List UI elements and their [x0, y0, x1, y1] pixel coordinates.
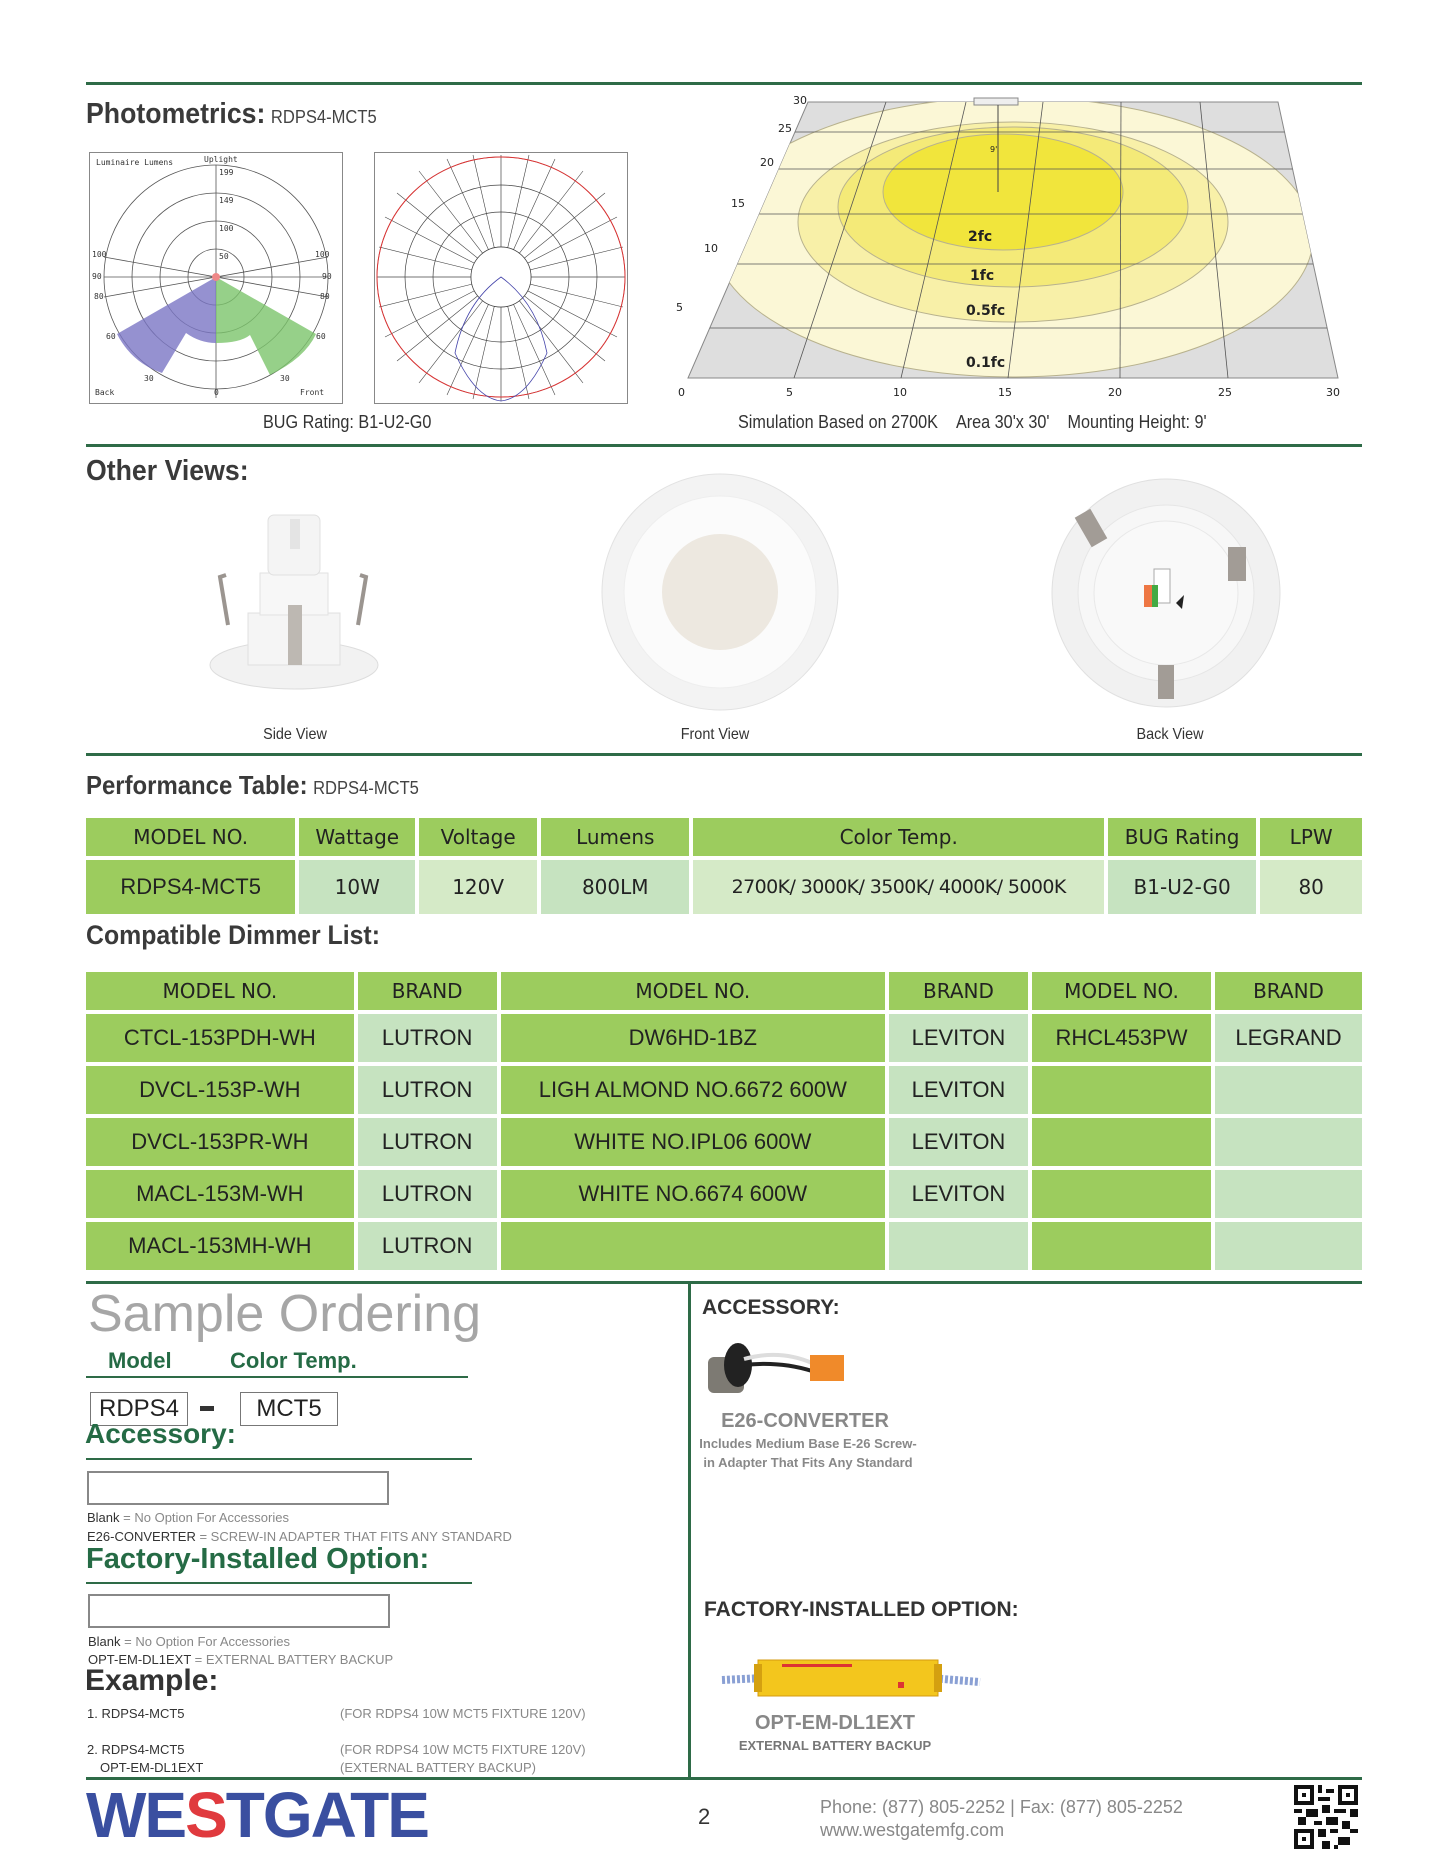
performance-header-row — [86, 818, 1362, 856]
dimmer-col-model-3: MODEL NO. — [1032, 972, 1211, 1010]
svg-text:10: 10 — [893, 386, 907, 399]
svg-text:20: 20 — [760, 156, 774, 169]
svg-text:0.5fc: 0.5fc — [966, 303, 1006, 319]
dimmer-cell: MACL-153M-WH — [86, 1170, 354, 1218]
dimmer-cell: LUTRON — [358, 1014, 497, 1062]
dimmer-cell: RHCL453PW — [1032, 1014, 1211, 1062]
performance-data-row — [86, 860, 1362, 914]
dimmer-cell: LUTRON — [358, 1170, 497, 1218]
svg-text:0.1fc: 0.1fc — [966, 355, 1006, 371]
performance-table — [82, 814, 1366, 918]
svg-text:0: 0 — [678, 386, 685, 399]
dimmer-col-model-1: MODEL NO. — [86, 972, 354, 1010]
color-code-box: MCT5 — [240, 1392, 338, 1426]
dimmer-cell: CTCL-153PDH-WH — [86, 1014, 354, 1062]
isofootcandle-graphic — [668, 92, 1348, 402]
accessory-heading: Accessory: — [85, 1418, 236, 1449]
performance-title: Performance Table: — [86, 770, 308, 800]
simulation-caption — [738, 412, 1207, 433]
svg-text:30: 30 — [280, 374, 290, 383]
svg-text:25: 25 — [778, 122, 792, 135]
dimmer-cell: LEVITON — [889, 1014, 1028, 1062]
cell-wattage: 10W — [299, 860, 415, 914]
col-color-temp: Color Temp. — [693, 818, 1104, 856]
dimmer-cell: LEVITON — [889, 1066, 1028, 1114]
col-lpw: LPW — [1260, 818, 1362, 856]
dimmer-cell — [1032, 1222, 1211, 1270]
dash-separator — [200, 1406, 214, 1411]
dimmer-cell: LEVITON — [889, 1170, 1028, 1218]
cell-lpw: 80 — [1260, 860, 1362, 914]
svg-text:100: 100 — [315, 250, 330, 259]
isofootcandle-chart — [668, 92, 1348, 402]
svg-text:15: 15 — [731, 197, 745, 210]
svg-text:Luminaire Lumens: Luminaire Lumens — [96, 158, 174, 167]
dimmer-cell: MACL-153MH-WH — [86, 1222, 354, 1270]
bug-rating-caption: BUG Rating: B1-U2-G0 — [263, 412, 432, 432]
svg-text:Uplight: Uplight — [204, 155, 238, 164]
back-view-label: Back View — [1136, 726, 1204, 743]
example-heading: Example: — [85, 1664, 219, 1697]
dimmer-cell: DW6HD-1BZ — [501, 1014, 885, 1062]
performance-heading — [86, 770, 419, 801]
dimmer-cell — [1215, 1170, 1362, 1218]
side-view-image — [190, 505, 400, 695]
example-2-code: 2. RDPS4-MCT5 — [87, 1742, 185, 1757]
example-1-desc: (FOR RDPS4 10W MCT5 FIXTURE 120V) — [340, 1706, 586, 1721]
page-number: 2 — [698, 1804, 711, 1829]
example-2-option-code: OPT-EM-DL1EXT — [100, 1760, 204, 1775]
underline — [86, 1458, 472, 1460]
svg-text:5: 5 — [676, 301, 683, 314]
svg-text:100: 100 — [92, 250, 107, 259]
dimmer-cell — [1215, 1066, 1362, 1114]
factory-option-name: OPT-EM-DL1EXT — [754, 1712, 915, 1734]
col-bug-rating: BUG Rating — [1108, 818, 1256, 856]
factory-panel-title: FACTORY-INSTALLED OPTION: — [704, 1598, 1019, 1621]
other-views-heading: Other Views: — [86, 455, 249, 487]
svg-text:30: 30 — [1326, 386, 1340, 399]
svg-text:15: 15 — [998, 386, 1012, 399]
dimmer-cell — [889, 1222, 1028, 1270]
cell-model: RDPS4-MCT5 — [86, 860, 295, 914]
svg-text:9': 9' — [990, 145, 998, 154]
website-link[interactable]: www.westgatemfg.com — [820, 1820, 1005, 1840]
section-rule — [86, 753, 1362, 756]
svg-text:25: 25 — [1218, 386, 1232, 399]
dimmer-header-row — [86, 972, 1362, 1010]
svg-text:80: 80 — [320, 292, 330, 301]
factory-option-heading: Factory-Installed Option: — [86, 1543, 430, 1575]
qr-code[interactable] — [1294, 1785, 1358, 1849]
svg-text:20: 20 — [1108, 386, 1122, 399]
contact-phone-fax: Phone: (877) 805-2252 | Fax: (877) 805-2252 — [820, 1797, 1183, 1817]
example-1-code: 1. RDPS4-MCT5 — [87, 1706, 185, 1721]
accessory-name: E26-CONVERTER — [721, 1410, 889, 1432]
underline — [86, 1582, 472, 1584]
col-voltage: Voltage — [419, 818, 537, 856]
dimmer-cell: LEVITON — [889, 1118, 1028, 1166]
cell-bug-rating: B1-U2-G0 — [1108, 860, 1256, 914]
dimmer-cell — [1032, 1170, 1211, 1218]
dimmer-cell: DVCL-153PR-WH — [86, 1118, 354, 1166]
dimmer-cell: LUTRON — [358, 1222, 497, 1270]
svg-text:Front: Front — [300, 388, 325, 397]
svg-text:199: 199 — [219, 168, 234, 177]
svg-text:10: 10 — [704, 242, 718, 255]
performance-model: RDPS4-MCT5 — [313, 778, 419, 798]
column-divider — [688, 1281, 691, 1777]
sim-area: Area 30'x 30' — [955, 412, 1050, 432]
col-model: MODEL NO. — [86, 818, 295, 856]
dimmer-cell — [1215, 1118, 1362, 1166]
dimmer-cell: WHITE NO.6674 600W — [501, 1170, 885, 1218]
photometrics-heading — [86, 98, 377, 131]
cell-voltage: 120V — [419, 860, 537, 914]
factory-note-2: OPT-EM-DL1EXT = EXTERNAL BATTERY BACKUP — [88, 1652, 394, 1667]
dimmer-heading: Compatible Dimmer List: — [86, 920, 380, 950]
accessory-description: Includes Medium Base E-26 Screw-in Adapter That Fits Any Standard — [699, 1436, 917, 1470]
bug-polar-chart — [89, 152, 343, 404]
example-2-option-desc: (EXTERNAL BATTERY BACKUP) — [340, 1760, 537, 1775]
dimmer-row — [86, 1170, 1362, 1218]
front-view-label: Front View — [680, 726, 750, 743]
svg-text:100: 100 — [219, 224, 234, 233]
svg-text:60: 60 — [106, 332, 116, 341]
accessory-panel-title: ACCESSORY: — [702, 1296, 840, 1319]
dimmer-cell: LUTRON — [358, 1118, 497, 1166]
candela-chart-graphic — [375, 153, 627, 403]
svg-text:90: 90 — [322, 272, 332, 281]
svg-text:30: 30 — [144, 374, 154, 383]
dimmer-row — [86, 1014, 1362, 1062]
svg-text:30: 30 — [793, 94, 807, 107]
dimmer-cell: WHITE NO.IPL06 600W — [501, 1118, 885, 1166]
accessory-input[interactable] — [87, 1471, 389, 1505]
dimmer-cell — [1032, 1118, 1211, 1166]
dimmer-row — [86, 1222, 1362, 1270]
accessory-note-1: Blank = No Option For Accessories — [87, 1510, 289, 1525]
photometrics-model: RDPS4-MCT5 — [270, 107, 377, 127]
battery-backup-image — [718, 1650, 988, 1710]
dimmer-col-brand-3: BRAND — [1215, 972, 1362, 1010]
col-lumens: Lumens — [541, 818, 689, 856]
dimmer-cell: DVCL-153P-WH — [86, 1066, 354, 1114]
front-view-image — [600, 472, 840, 712]
section-rule — [86, 444, 1362, 447]
dimmer-cell — [1032, 1066, 1211, 1114]
back-view-image — [1048, 475, 1284, 711]
dimmer-row — [86, 1118, 1362, 1166]
dimmer-cell — [501, 1222, 885, 1270]
sample-ordering-title: Sample Ordering — [88, 1285, 482, 1343]
col-wattage: Wattage — [299, 818, 415, 856]
dimmer-cell — [1215, 1222, 1362, 1270]
svg-text:90: 90 — [92, 272, 102, 281]
factory-option-description: EXTERNAL BATTERY BACKUP — [738, 1738, 932, 1753]
factory-option-input[interactable] — [88, 1594, 390, 1628]
dimmer-row — [86, 1066, 1362, 1114]
westgate-logo: WESTGATE — [86, 1779, 428, 1851]
example-2-desc: (FOR RDPS4 10W MCT5 FIXTURE 120V) — [340, 1742, 586, 1757]
svg-text:Back: Back — [95, 388, 115, 397]
svg-text:0: 0 — [214, 388, 219, 397]
svg-text:80: 80 — [94, 292, 104, 301]
svg-text:50: 50 — [219, 252, 229, 261]
side-view-label: Side View — [263, 726, 327, 743]
sim-mounting-height: Mounting Height: 9' — [1067, 412, 1207, 432]
underline — [86, 1376, 468, 1378]
candela-polar-chart — [374, 152, 628, 404]
sim-basis: Simulation Based on 2700K — [738, 412, 938, 432]
dimmer-table — [82, 968, 1366, 1274]
dimmer-col-brand-2: BRAND — [889, 972, 1028, 1010]
factory-note-1: Blank = No Option For Accessories — [88, 1634, 290, 1649]
svg-text:60: 60 — [316, 332, 326, 341]
cell-color-temp: 2700K/ 3000K/ 3500K/ 4000K/ 5000K — [693, 860, 1104, 914]
e26-converter-image — [700, 1335, 860, 1405]
svg-text:5: 5 — [786, 386, 793, 399]
polar-chart-graphic — [90, 153, 342, 403]
dimmer-col-model-2: MODEL NO. — [501, 972, 885, 1010]
svg-text:1fc: 1fc — [970, 268, 995, 284]
dimmer-cell: LIGH ALMOND NO.6672 600W — [501, 1066, 885, 1114]
col-color-temp-label: Color Temp. — [230, 1348, 357, 1373]
dimmer-col-brand-1: BRAND — [358, 972, 497, 1010]
model-code-box: RDPS4 — [90, 1392, 188, 1426]
svg-text:2fc: 2fc — [968, 229, 993, 245]
section-rule — [86, 82, 1362, 85]
accessory-note-2: E26-CONVERTER = SCREW-IN ADAPTER THAT FITS ANY STANDARD — [87, 1529, 512, 1544]
photometrics-title: Photometrics: — [86, 98, 266, 130]
svg-text:149: 149 — [219, 196, 234, 205]
dimmer-cell: LEGRAND — [1215, 1014, 1362, 1062]
cell-lumens: 800LM — [541, 860, 689, 914]
dimmer-cell: LUTRON — [358, 1066, 497, 1114]
col-model-label: Model — [108, 1348, 172, 1373]
